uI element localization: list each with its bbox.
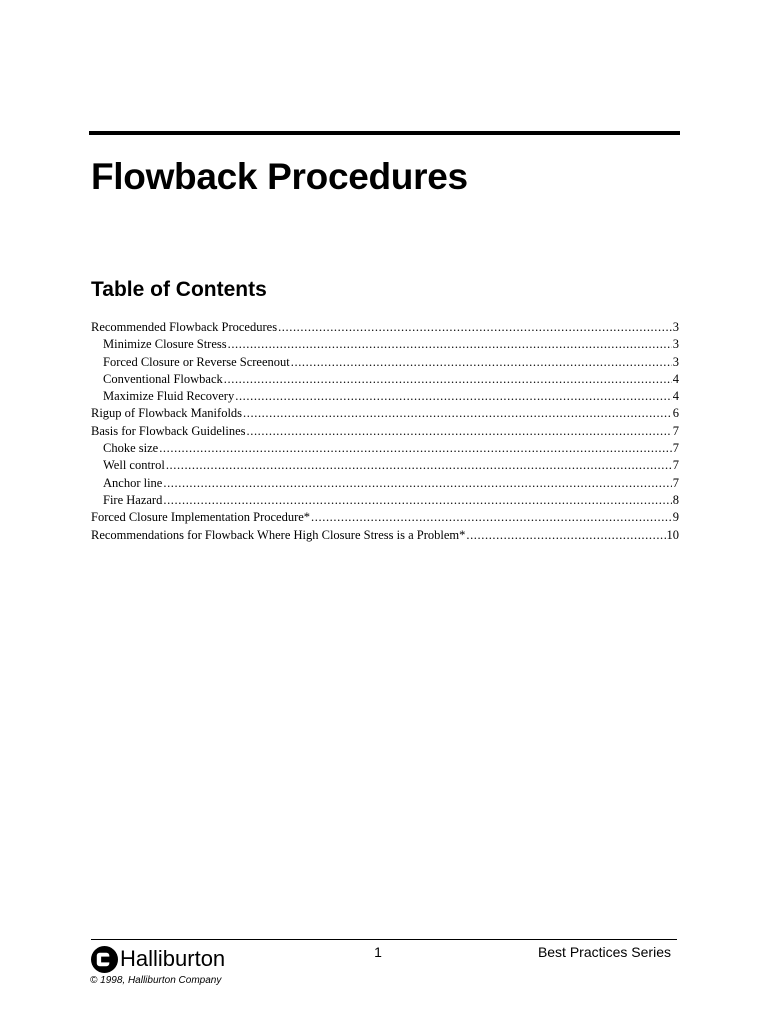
toc-entry[interactable] xyxy=(91,336,679,353)
toc-entry[interactable] xyxy=(91,405,679,422)
toc-entry[interactable] xyxy=(91,475,679,492)
toc-entry-page: 9 xyxy=(672,510,679,525)
toc-dot-leader xyxy=(163,475,671,492)
page-number: 1 xyxy=(374,944,382,960)
halliburton-logo-icon xyxy=(91,946,118,973)
toc-dot-leader xyxy=(278,319,672,336)
toc-entry-page: 7 xyxy=(672,475,679,490)
toc-dot-leader xyxy=(466,527,665,544)
toc-entry-label: Forced Closure Implementation Procedure* xyxy=(91,510,311,525)
toc-entry[interactable] xyxy=(91,509,679,526)
toc-dot-leader xyxy=(311,509,672,526)
toc-entry[interactable] xyxy=(91,371,679,388)
toc-entry-page: 10 xyxy=(666,527,679,542)
toc-entry-label: Recommendations for Flowback Where High Closure Stress is a Problem* xyxy=(91,527,466,542)
series-name: Best Practices Series xyxy=(537,944,671,960)
toc-entry-label: Conventional Flowback xyxy=(103,371,223,386)
toc-entry-label: Forced Closure or Reverse Screenout xyxy=(103,354,290,369)
toc-heading: Table of Contents xyxy=(91,278,267,301)
toc-dot-leader xyxy=(247,423,672,440)
toc-entry-page: 4 xyxy=(672,371,679,386)
toc-dot-leader xyxy=(235,388,672,405)
toc-entry[interactable] xyxy=(91,527,679,544)
toc-entry-label: Anchor line xyxy=(103,475,163,490)
toc-entry-page: 3 xyxy=(672,320,679,334)
footer-rule xyxy=(91,939,677,940)
toc-entry-label: Well control xyxy=(103,458,165,473)
company-logo xyxy=(91,945,225,973)
toc-dot-leader xyxy=(228,336,672,353)
toc-entry-page: 8 xyxy=(672,492,679,507)
toc-dot-leader xyxy=(224,371,672,388)
toc-entry-page: 3 xyxy=(672,354,679,369)
copyright-notice: © 1998, Halliburton Company xyxy=(90,975,222,986)
toc-entry[interactable] xyxy=(91,423,679,440)
toc-entry[interactable] xyxy=(91,319,679,336)
toc-entry-label: Choke size xyxy=(103,441,159,456)
toc-dot-leader xyxy=(291,354,672,371)
toc-dot-leader xyxy=(243,405,672,422)
table-of-contents xyxy=(91,319,679,544)
toc-entry-label: Minimize Closure Stress xyxy=(103,337,227,352)
logo-wordmark: Halliburton xyxy=(120,946,226,971)
toc-entry-page: 3 xyxy=(672,337,679,352)
toc-entry[interactable] xyxy=(91,354,679,371)
toc-entry-page: 7 xyxy=(672,423,679,438)
toc-entry[interactable] xyxy=(91,440,679,457)
toc-entry-page: 7 xyxy=(672,458,679,473)
toc-entry[interactable] xyxy=(91,457,679,474)
toc-entry-page: 7 xyxy=(672,441,679,456)
document-title: Flowback Procedures xyxy=(91,156,468,197)
toc-entry-label: Maximize Fluid Recovery xyxy=(103,389,235,404)
toc-entry[interactable] xyxy=(91,492,679,509)
toc-entry-label: Rigup of Flowback Manifolds xyxy=(91,406,243,421)
toc-entry-label: Basis for Flowback Guidelines xyxy=(91,423,246,438)
toc-dot-leader xyxy=(163,492,671,509)
toc-dot-leader xyxy=(166,457,672,474)
title-rule xyxy=(89,131,680,135)
toc-entry-label: Fire Hazard xyxy=(103,492,163,507)
toc-entry-page: 6 xyxy=(672,406,679,421)
toc-dot-leader xyxy=(159,440,672,457)
toc-entry-label: Recommended Flowback Procedures xyxy=(91,320,278,334)
toc-entry[interactable] xyxy=(91,388,679,405)
toc-entry-page: 4 xyxy=(672,389,679,404)
